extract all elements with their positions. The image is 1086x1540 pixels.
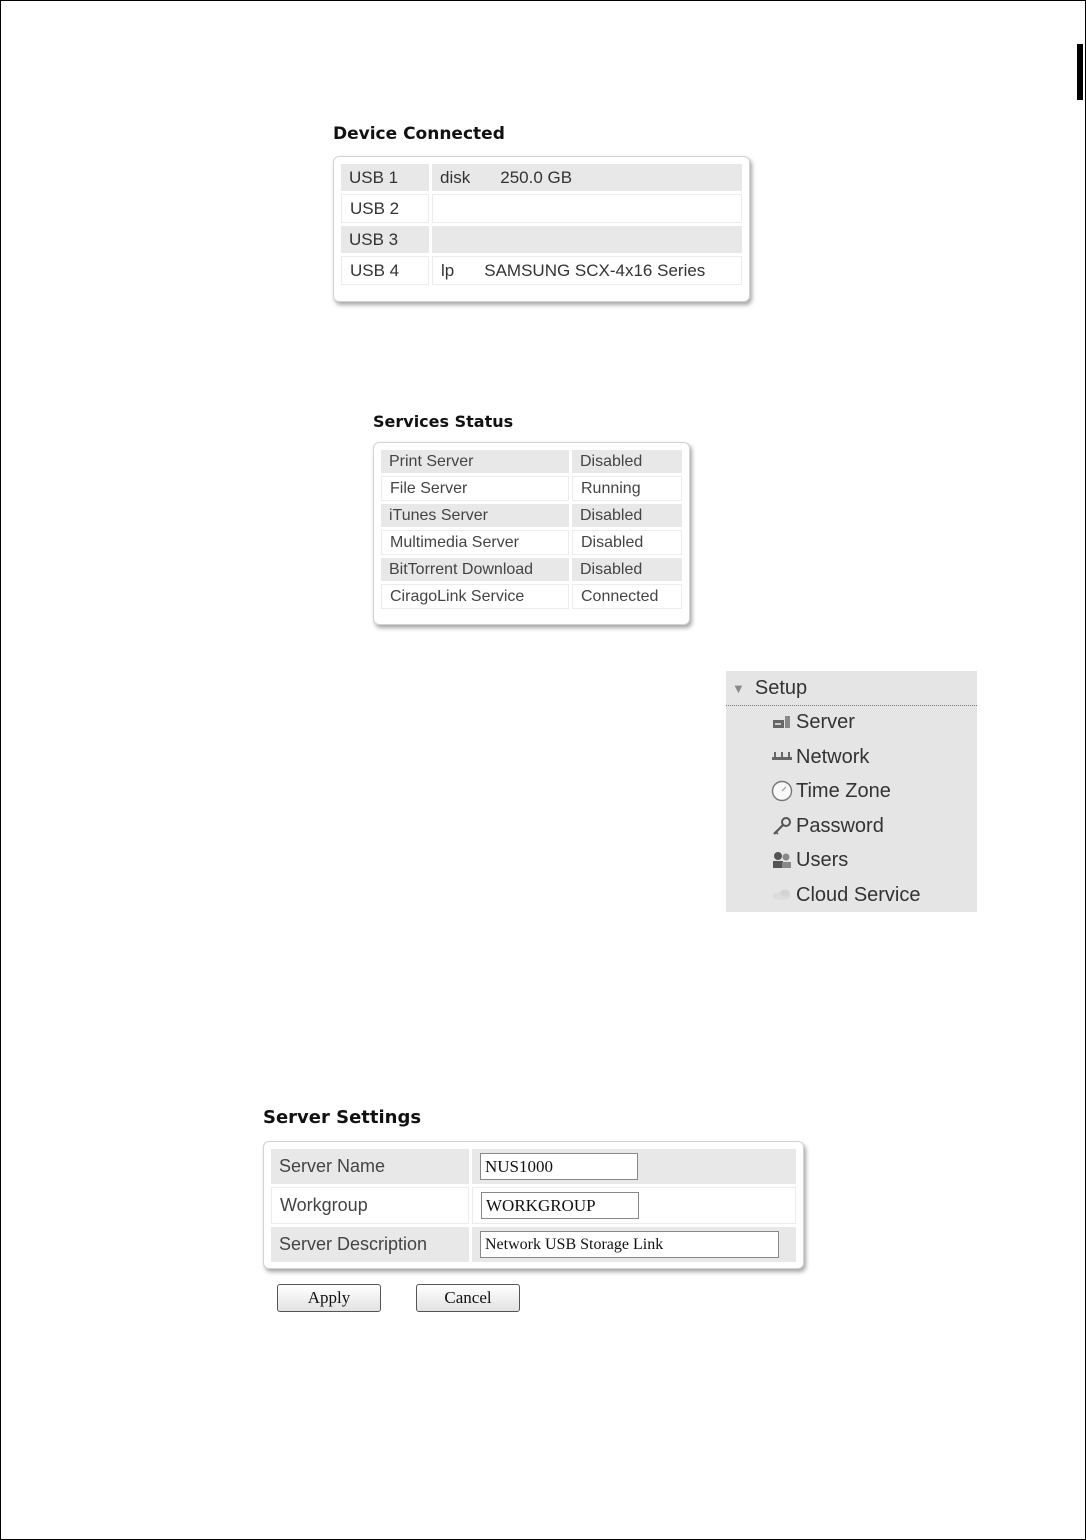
menu-item-label: Network — [796, 745, 870, 768]
menu-item-users[interactable] — [770, 845, 848, 875]
clock-icon — [770, 780, 794, 802]
services-status-panel — [373, 442, 690, 625]
menu-item-label: Server — [796, 710, 855, 733]
service-name: Multimedia Server — [381, 530, 569, 555]
menu-item-label: Password — [796, 814, 884, 837]
menu-header-label: Setup — [754, 676, 808, 699]
workgroup-input[interactable] — [481, 1192, 639, 1219]
services-status-title: Services Status — [373, 412, 514, 431]
menu-item-label: Time Zone — [796, 779, 891, 802]
table-row — [341, 164, 742, 191]
device-table — [338, 161, 745, 288]
device-connected-panel — [333, 156, 750, 302]
server-settings-panel — [263, 1141, 804, 1269]
table-row — [271, 1149, 796, 1184]
service-name: iTunes Server — [381, 504, 569, 527]
field-label: Server Description — [271, 1227, 469, 1262]
table-row — [341, 256, 742, 285]
table-row — [381, 584, 682, 609]
menu-header-setup[interactable] — [726, 671, 977, 706]
menu-item-cloud-service[interactable] — [770, 880, 921, 910]
cancel-button[interactable]: Cancel — [416, 1284, 520, 1312]
service-name: CiragoLink Service — [381, 584, 569, 609]
server-settings-table — [268, 1146, 799, 1265]
key-icon — [770, 815, 794, 837]
field-cell — [472, 1187, 796, 1224]
menu-item-label: Users — [796, 848, 849, 871]
field-label: Server Name — [271, 1149, 469, 1184]
usb-device-info — [432, 256, 742, 285]
usb-device-info — [432, 194, 742, 223]
server-icon — [770, 711, 794, 733]
field-cell — [472, 1149, 796, 1184]
page-edge-mark — [1077, 44, 1083, 100]
service-status: Disabled — [572, 450, 682, 473]
table-row — [271, 1227, 796, 1262]
apply-button[interactable]: Apply — [277, 1284, 381, 1312]
table-row — [381, 450, 682, 473]
table-row — [381, 504, 682, 527]
usb-port-label: USB 1 — [341, 164, 429, 191]
table-row — [381, 476, 682, 501]
usb-port-label: USB 4 — [341, 256, 429, 285]
service-status: Disabled — [572, 558, 682, 581]
menu-item-server[interactable] — [770, 707, 855, 737]
usb-device-info — [432, 164, 742, 191]
device-type: lp — [441, 260, 455, 280]
service-status: Connected — [572, 584, 682, 609]
menu-item-label: Cloud Service — [796, 883, 921, 906]
table-row — [381, 558, 682, 581]
menu-item-time-zone[interactable] — [770, 776, 891, 806]
field-cell — [472, 1227, 796, 1262]
users-icon — [770, 849, 794, 871]
field-label: Workgroup — [271, 1187, 469, 1224]
device-detail: SAMSUNG SCX-4x16 Series — [484, 260, 706, 280]
cloud-icon — [770, 884, 794, 906]
table-row — [271, 1187, 796, 1224]
menu-item-network[interactable] — [770, 742, 869, 772]
usb-device-info — [432, 226, 742, 253]
table-row — [381, 530, 682, 555]
network-icon — [770, 746, 794, 768]
device-connected-title: Device Connected — [333, 124, 505, 144]
table-row — [341, 226, 742, 253]
service-status: Disabled — [572, 530, 682, 555]
device-type: disk — [440, 167, 471, 187]
usb-port-label: USB 2 — [341, 194, 429, 223]
device-detail: 250.0 GB — [500, 167, 573, 187]
server-description-input[interactable] — [480, 1231, 779, 1258]
triangle-down-icon: ▼ — [732, 680, 745, 696]
service-status: Running — [572, 476, 682, 501]
service-name: BitTorrent Download — [381, 558, 569, 581]
service-status: Disabled — [572, 504, 682, 527]
usb-port-label: USB 3 — [341, 226, 429, 253]
server-settings-title: Server Settings — [263, 1107, 422, 1128]
menu-item-password[interactable] — [770, 811, 884, 841]
table-row — [341, 194, 742, 223]
server-name-input[interactable] — [480, 1153, 638, 1180]
service-name: File Server — [381, 476, 569, 501]
service-name: Print Server — [381, 450, 569, 473]
services-table — [378, 447, 685, 612]
setup-menu — [726, 671, 977, 912]
